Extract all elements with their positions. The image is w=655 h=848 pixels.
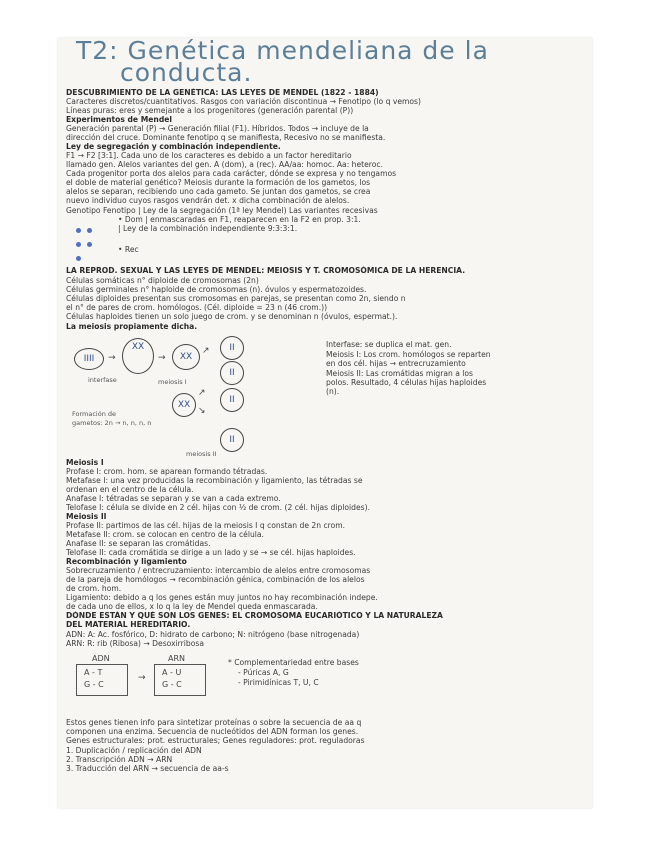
cell-daughter: II — [220, 336, 244, 360]
text-line: Ligamiento: debido a q los genes están muy juntos no hay recombinación indepe. — [66, 593, 378, 602]
adn-row: A - T — [84, 668, 103, 677]
text-line: F1 → F2 [3:1]. Cada uno de los caracteres es debido a un factor hereditario — [66, 151, 352, 160]
meiosis-note: Meiosis II: Las cromátidas migran a los — [326, 369, 473, 378]
text-line: dirección del cruce. Dominante fenotipo q se manifiesta, Recesivo no se manifiesta. — [66, 133, 386, 142]
arrow-icon: ↘ — [198, 406, 206, 416]
adn-title: ADN — [92, 654, 110, 663]
text-line: Cada progenitor porta dos alelos para cada carácter, dónde se expresa y no tengamos — [66, 169, 397, 178]
text-line: Células haploides tienen un solo juego de crom. y se denominan n (óvulos, espermat.). — [66, 312, 398, 321]
text-line: ADN: A: Ac. fosfórico, D: hidrato de carbono; N: nitrógeno (base nitrogenada) — [66, 630, 360, 639]
text-line: Genes estructurales: prot. estructurales; Genes reguladores: prot. reguladoras — [66, 736, 365, 745]
text-line: ARN: R: rib (Ribosa) → Desoxirribosa — [66, 639, 204, 648]
subheading: Recombinación y ligamiento — [66, 557, 187, 566]
text-line: Líneas puras: eres y semejante a los progenitores (generación parental (P)) — [66, 106, 354, 115]
arn-row: A - U — [162, 668, 182, 677]
text-line: nuevo individuo cuyos rasgos vendrán det. x dicha combinación de alelos. — [66, 196, 350, 205]
text-line: Metafase II: crom. se colocan en centro de la célula. — [66, 530, 264, 539]
meiosis-note: Interfase: se duplica el mat. gen. — [326, 340, 452, 349]
cell-daughter: II — [220, 388, 244, 412]
cell-prophase: XX — [122, 338, 154, 374]
label-gametos: gametos: 2n → n, n, n, n — [72, 419, 152, 427]
arrow-icon: → — [138, 673, 146, 683]
dot-icon — [76, 256, 81, 261]
label-meiosis2: meiosis II — [186, 450, 217, 458]
text-line: Anafase I: tétradas se separan y se van a cada extremo. — [66, 494, 281, 503]
arrow-icon: → — [158, 353, 166, 363]
text-line: 2. Transcripción ADN → ARN — [66, 755, 173, 764]
meiosis-note: en dos cél. hijas → entrecruzamiento — [326, 359, 466, 368]
complementarity: * Complementariedad entre bases — [228, 658, 359, 667]
text-line: componen una enzima. Secuencia de nucleótidos del ADN forman los genes. — [66, 727, 359, 736]
subheading: La meiosis propiamente dicha. — [66, 322, 198, 331]
text-line: 1. Duplicación / replicación del ADN — [66, 746, 202, 755]
text-line: Células diploides presentan sus cromosomas en parejas, se presentan como 2n, siendo n — [66, 294, 406, 303]
text-line: el doble de material genético? Meiosis durante la formación de los gametos, los — [66, 178, 371, 187]
text-line: Generación parental (P) → Generación filial (F1). Híbridos. Todos → incluye de la — [66, 124, 369, 133]
text-line: el n° de pares de crom. homólogos. (Cél. diploide = 23 n (46 crom.)) — [66, 303, 328, 312]
arrow-icon: → — [108, 353, 116, 363]
text-line: | Ley de la combinación independiente 9:3:3:1. — [118, 224, 298, 233]
text-line: de crom. hom. — [66, 584, 122, 593]
subheading: Ley de segregación y combinación independiente. — [66, 142, 281, 151]
text-line: Profase I: crom. hom. se aparean formando tétradas. — [66, 467, 268, 476]
text-line: • Rec — [118, 245, 139, 254]
section-heading: DESCUBRIMIENTO DE LA GENÉTICA: LAS LEYES DE MENDEL (1822 - 1884) — [66, 88, 379, 97]
text-line: Anafase II: se separan las cromátidas. — [66, 539, 211, 548]
section-heading: LA REPROD. SEXUAL Y LAS LEYES DE MENDEL: MEIOSIS Y T. CROMOSÓMICA DE LA HERENCIA. — [66, 266, 466, 275]
meiosis-note: polos. Resultado, 4 células hijas haploides — [326, 378, 487, 387]
meiosis-note: (n). — [326, 387, 340, 396]
cell-daughter: II — [220, 361, 244, 385]
text-line: Genotipo Fenotipo | Ley de la segregación (1ª ley Mendel) Las variantes recesivas — [66, 206, 378, 215]
text-line: Profase II: partimos de las cél. hijas de la meiosis I q constan de 2n crom. — [66, 521, 346, 530]
label-interfase: interfase — [88, 376, 117, 384]
text-line: Telofase I: célula se divide en 2 cél. hijas con ½ de crom. (2 cél. hijas diploides). — [66, 503, 370, 512]
text-line: Estos genes tienen info para sintetizar proteínas o sobre la secuencia de aa q — [66, 718, 362, 727]
label-meiosis1: meiosis I — [158, 378, 187, 386]
section-heading: DEL MATERIAL HEREDITARIO. — [66, 620, 191, 629]
genotype-dots — [76, 246, 87, 265]
text-line: Células somáticas n° diploide de cromosomas (2n) — [66, 276, 259, 285]
subheading: Meiosis II — [66, 512, 107, 521]
text-line: Metafase I: una vez producidas la recombinación y ligamiento, las tétradas se — [66, 476, 363, 485]
arn-row: G - C — [162, 680, 182, 689]
text-line: Células germinales n° haploide de cromosomas (n). óvulos y espermatozoides. — [66, 285, 367, 294]
puricas: - Púricas A, G — [238, 668, 289, 677]
adn-row: G - C — [84, 680, 104, 689]
text-line: 3. Traducción del ARN → secuencia de aa-s — [66, 764, 229, 773]
text-line: de la pareja de homólogos → recombinación génica, combinación de los alelos — [66, 575, 365, 584]
arn-title: ARN — [168, 654, 186, 663]
page-title-line1: T2: Genética mendeliana de la — [76, 38, 489, 65]
text-line: llamado gen. Alelos variantes del gen. A (dom), a (rec). AA/aa: homoc. Aa: heteroc. — [66, 160, 383, 169]
text-line: ordenan en el centro de la célula. — [66, 485, 194, 494]
subheading: Meiosis I — [66, 458, 104, 467]
cell-interfase: IIII — [74, 348, 104, 370]
page-title-line2: conducta. — [120, 58, 253, 87]
label-formacion: Formación de — [72, 410, 117, 418]
text-line: Sobrecruzamiento / entrecruzamiento: intercambio de alelos entre cromosomas — [66, 566, 371, 575]
meiosis-note: Meiosis I: Los crom. homólogos se reparten — [326, 350, 491, 359]
arrow-icon: ↗ — [198, 388, 206, 398]
text-line: • Dom | enmascaradas en F1, reaparecen en la F2 en prop. 3:1. — [118, 215, 361, 224]
notes-sheet — [58, 38, 592, 808]
dot-icon — [87, 242, 92, 247]
section-heading: DÓNDE ESTÁN Y QUÉ SON LOS GENES: EL CROMOSOMA EUCARIÓTICO Y LA NATURALEZA — [66, 611, 443, 620]
text-line: alelos se separan, recibiendo uno cada gameto. Se juntan dos gametos, se crea — [66, 187, 371, 196]
subheading: Experimentos de Mendel — [66, 115, 173, 124]
text-line: de cada uno de ellos, x lo q la ley de Mendel queda enmascarada. — [66, 602, 318, 611]
text-line: Caracteres discretos/cuantitativos. Rasgos con variación discontinua → Fenotipo (lo q vemos) — [66, 97, 421, 106]
arrow-icon: ↗ — [202, 346, 210, 356]
cell-daughter: II — [220, 428, 244, 452]
text-line: Telofase II: cada cromátida se dirige a un lado y se → se cél. hijas haploides. — [66, 548, 356, 557]
cell-metaphase: XX — [172, 344, 200, 370]
cell-meiosis1: XX — [172, 393, 196, 417]
pirimidinicas: - Pirimidínicas T, U, C — [238, 678, 319, 687]
